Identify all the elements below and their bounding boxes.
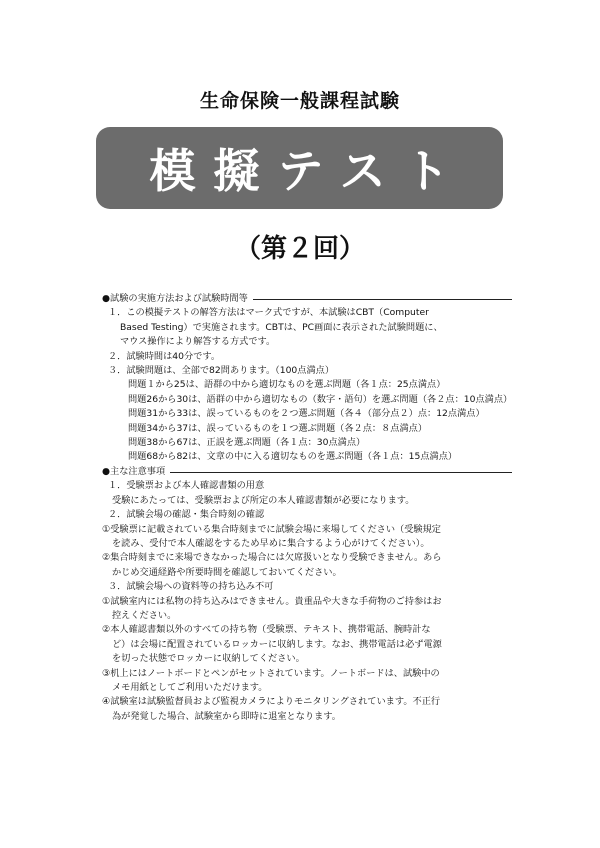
note-item-3-title: ３．試験会場への資料等の持ち込み不可 <box>108 581 274 593</box>
note-item-2-title: ２．試験会場の確認・集合時刻の確認 <box>108 509 265 521</box>
round-label: （第２回） <box>234 234 365 264</box>
question-range: 問題26から30は、語群の中から適切なもの（数字・語句）を選ぶ問題（各２点：10点満点） <box>128 393 513 405</box>
note-circled-4-cont: を切った状態でロッカーに収納してください。 <box>112 653 305 665</box>
heading-rule <box>253 299 512 300</box>
section-heading-notes <box>102 465 512 479</box>
title-banner <box>96 127 503 209</box>
question-range: 問題68から82は、文章の中に入る適切なものを選ぶ問題（各１点：15点満点） <box>128 451 458 463</box>
note-item-1-text: 受験にあたっては、受験票および所定の本人確認書類が必要になります。 <box>112 494 415 506</box>
section-heading-text: ●試験の実施方法および試験時間等 <box>102 293 248 304</box>
note-circled-3: ①試験室内には私物の持ち込みはできません。貴重品や大きな手荷物のご持参はお <box>102 595 442 607</box>
note-circled-1: ①受験票に記載されている集合時刻までに試験会場に来場してください（受験規定 <box>102 523 441 535</box>
note-circled-6: ④試験室は試験監督員および監視カメラによりモニタリングされています。不正行 <box>102 696 441 708</box>
method-item-1-cont: Based Testing）で実施されます。CBTは、PC画面に表示された試験問題に、 <box>120 321 443 333</box>
heading-rule <box>170 472 512 473</box>
question-range: 問題34から37は、誤っているものを１つ選ぶ問題（各２点：８点満点） <box>128 422 428 434</box>
note-circled-4-cont: ど）は会場に配置されているロッカーに収納します。なお、携帯電話は必ず電源 <box>112 638 442 650</box>
note-circled-2-cont: かじめ交通経路や所要時間を確認しておいてください。 <box>112 566 342 578</box>
section-heading-exam-method <box>102 292 512 306</box>
note-circled-5: ③机上にはノートボードとペンがセットされています。ノートボードは、試験中の <box>102 667 440 679</box>
exam-subtitle: 生命保険一般課程試験 <box>199 90 400 112</box>
question-range: 問題31から33は、誤っているものを２つ選ぶ問題（各４（部分点２）点：12点満点） <box>128 408 485 420</box>
question-range: 問題１から25は、語群の中から適切なものを選ぶ問題（各１点：25点満点） <box>128 379 446 391</box>
page-title: 模擬テスト <box>149 144 468 198</box>
section-heading-text: ●主な注意事項 <box>102 465 166 477</box>
method-item-3: ３．試験問題は、全部で82問あります。（100点満点） <box>108 365 335 377</box>
note-circled-2: ②集合時刻までに来場できなかった場合には欠席扱いとなり受験できません。あら <box>102 552 442 564</box>
note-circled-6-cont: 為が発覚した場合、試験室から即時に退室となります。 <box>112 710 341 722</box>
instructions-body <box>102 292 512 724</box>
note-circled-5-cont: メモ用紙としてご利用いただけます。 <box>112 681 268 693</box>
note-item-1-title: １．受験票および本人確認書類の用意 <box>108 480 265 492</box>
method-item-2: ２．試験時間は40分です。 <box>108 350 221 362</box>
question-range: 問題38から67は、正誤を選ぶ問題（各１点：30点満点） <box>128 437 366 449</box>
method-item-1: １．この模擬テストの解答方法はマーク式ですが、本試験はCBT（Computer <box>108 307 429 319</box>
note-circled-1-cont: を読み、受付で本人確認をするため早めに集合するよう心がけてください）。 <box>112 537 430 549</box>
note-circled-3-cont: 控えください。 <box>112 609 177 621</box>
note-circled-4: ②本人確認書類以外のすべての持ち物（受験票、テキスト、携帯電話、腕時計な <box>102 624 431 636</box>
method-item-1-cont: マウス操作により解答する方式です。 <box>120 336 276 348</box>
